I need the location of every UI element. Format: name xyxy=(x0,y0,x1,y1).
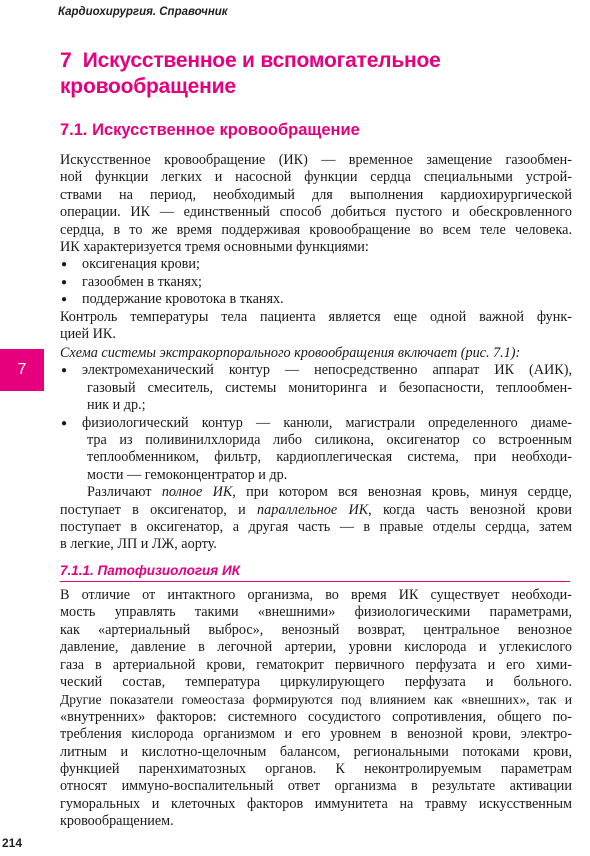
types-term-full: полное ИК, xyxy=(161,484,236,501)
chapter-title-line-1: 7 Искусственное и вспомогательное xyxy=(60,49,441,72)
scheme-intro: Схема системы экстракорпорального кровообращения включает (рис. 7.1): xyxy=(60,345,521,361)
pathophysiology-paragraph xyxy=(60,587,572,830)
types-text: Различают xyxy=(87,484,162,501)
types-line xyxy=(60,484,572,501)
page-number: 214 xyxy=(2,836,23,850)
patho-line: кровообращением. xyxy=(60,813,174,830)
intro-paragraph xyxy=(60,152,572,343)
types-text: при котором вся венозная кровь, минуя сердце, xyxy=(235,484,572,501)
scheme-paragraph xyxy=(60,345,572,554)
patho-line: газа в артериальной крови, гематокрит первичного перфузата и его хими- xyxy=(60,656,572,673)
patho-line: давление, давление в легочной артерии, уровни кислорода и углекислого xyxy=(60,639,572,656)
intro-line: ствами на период, необходимый для выполнения кардиохирургической xyxy=(60,186,572,203)
chapter-title-line-2: кровообращение xyxy=(60,75,236,98)
intro-line: сердца, в то же время поддерживая кровообращение во всем теле человека. xyxy=(60,221,572,238)
patho-line: Другие показатели гомеостаза формируются под влиянием как «внешних», так и xyxy=(60,692,572,708)
intro-line: ИК характеризуется тремя основными функциями: xyxy=(60,238,369,255)
scheme-item-line: ● электромеханический контур — непосредственно аппарат ИК (АИК), xyxy=(60,362,572,379)
intro-line: Искусственное кровообращение (ИК) — временное замещение газообмен- xyxy=(60,152,572,168)
scheme-item-line: газовый смеситель, системы мониторинга и безопасности, теплообмен- xyxy=(87,379,572,396)
intro-line: ной функции легких и насосной функции сердца специальными устрой- xyxy=(60,169,572,186)
types-line: поступает в оксигенатор, а другая часть — в правые отделы сердца, затем xyxy=(60,518,572,535)
patho-line: как «артериальный выброс», венозный возврат, центральное венозное xyxy=(60,621,572,638)
patho-line: литным и кислотно-щелочным балансом, региональными потоками крови, xyxy=(60,743,572,760)
patho-line: В отличие от интактного организма, во время ИК существует необходи- xyxy=(60,587,572,603)
types-text: , когда часть венозной крови xyxy=(368,501,572,518)
patho-line: гуморальных и клеточных факторов иммунитета на травму искусственным xyxy=(60,795,572,812)
temperature-line: Контроль температуры тела пациента является еще одной важной функ- xyxy=(60,308,572,325)
patho-line: относят иммуно-воспалительный ответ организма в результате активации xyxy=(60,778,572,795)
intro-line: операции. ИК — единственный способ добиться пустого и обескровленного xyxy=(60,204,572,221)
patho-line: «внутренних» факторов: системного сосудистого сопротивления, общего по- xyxy=(60,708,572,725)
chapter-title xyxy=(60,48,560,100)
subsection-title: 7.1.1. Патофизиология ИК xyxy=(60,563,241,578)
patho-line: мость управлять такими «внешними» физиологическими параметрами, xyxy=(60,604,572,621)
function-list-item: ● оксигенация крови; xyxy=(60,256,572,273)
types-term-parallel: параллельное ИК xyxy=(257,501,369,518)
scheme-item-line: ● физиологический контур — канюли, магистрали определенного диаме- xyxy=(60,415,572,432)
function-list-item: ● газообмен в тканях; xyxy=(60,274,572,291)
scheme-item-line: ник и др.; xyxy=(87,397,146,414)
scheme-item-line: мости — гемоконцентратор и др. xyxy=(87,466,288,483)
patho-line: требления кислорода организмом и его уровнем в венозной крови, электро- xyxy=(60,726,572,743)
chapter-side-tab: 7 xyxy=(0,349,44,391)
section-title: 7.1. Искусственное кровообращение xyxy=(60,121,360,139)
temperature-line: цией ИК. xyxy=(60,325,116,342)
patho-line: ческий состав, температура циркулирующего перфузата и больного. xyxy=(60,673,572,690)
function-list-item: ● поддержание кровотока в тканях. xyxy=(60,291,572,308)
types-line xyxy=(60,502,572,519)
patho-line: функцией паренхиматозных органов. К неконтролируемым параметрам xyxy=(60,760,572,777)
running-head: Кардиохирургия. Справочник xyxy=(58,6,228,18)
subsection-rule xyxy=(60,581,570,582)
scheme-item-line: тра из поливинилхлорида либо силикона, оксигенатор со встроенным xyxy=(87,431,572,448)
types-text: поступает в оксигенатор, и xyxy=(60,501,258,518)
types-line: в легкие, ЛП и ЛЖ, аорту. xyxy=(60,536,217,553)
scheme-item-line: теплообменником, фильтр, кардиоплегическая система, при необходи- xyxy=(87,449,572,466)
